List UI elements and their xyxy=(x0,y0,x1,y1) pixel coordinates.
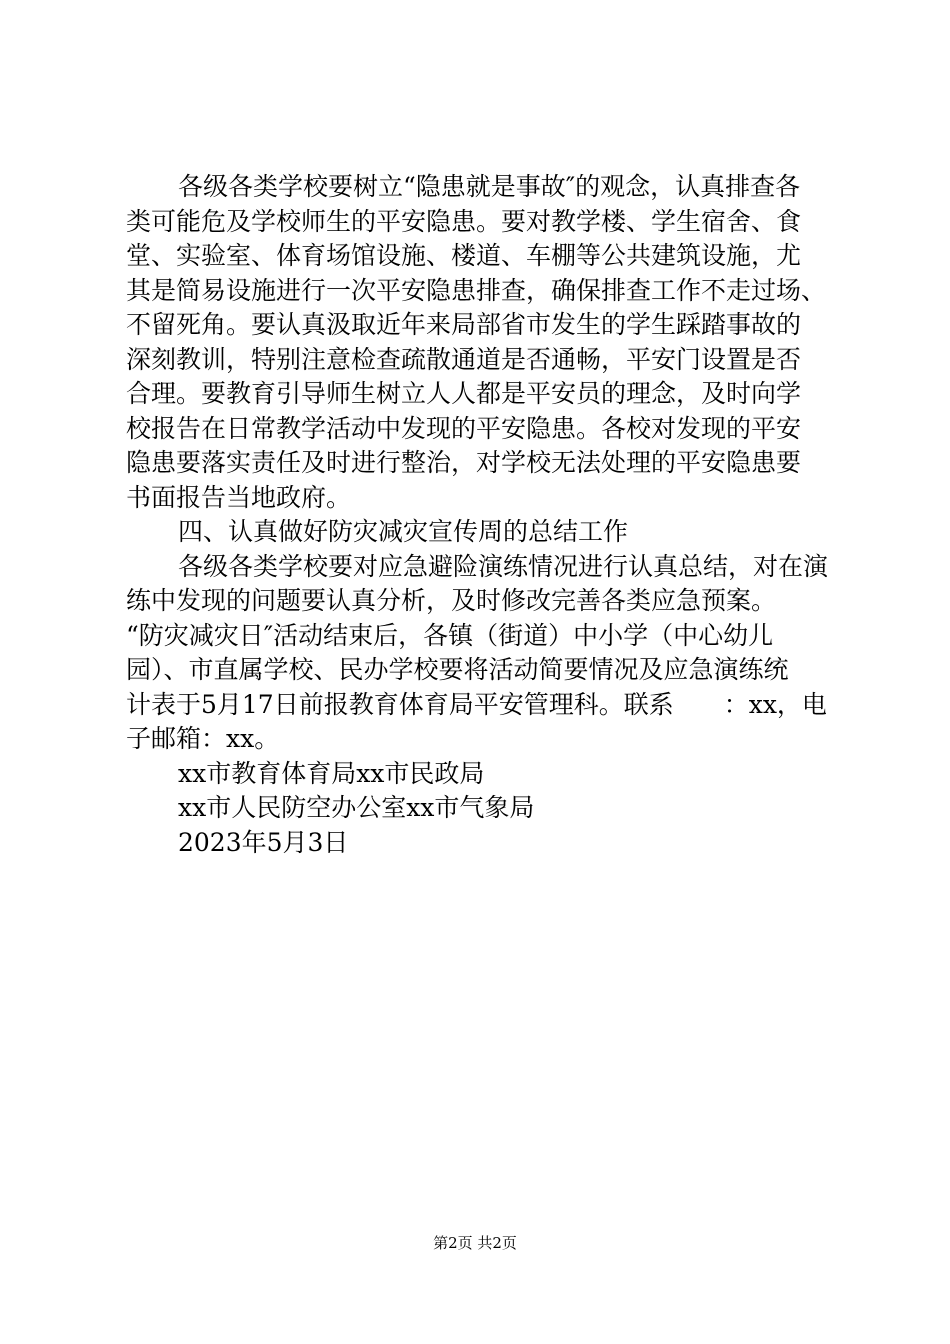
section-heading: 四、认真做好防灾减灾宣传周的总结工作 xyxy=(178,517,629,546)
paragraph-line: 各级各类学校要对应急避险演练情况进行认真总结，对在演 xyxy=(178,551,829,581)
paragraph-line: 其是简易设施进行一次平安隐患排查，确保排查工作不走过场、 xyxy=(126,275,827,305)
paragraph-line: 计表于5月17日前报教育体育局平安管理科。联系 ：xx，电 xyxy=(126,689,827,719)
paragraph-line: “防灾减灾日″活动结束后，各镇（街道）中小学（中心幼儿 xyxy=(126,620,774,650)
signature-line: xx市教育体育局xx市民政局 xyxy=(178,758,485,788)
paragraph-line: 不留死角。要认真汲取近年来局部省市发生的学生踩踏事故的 xyxy=(126,310,802,339)
paragraph-line: 合理。要教育引导师生树立人人都是平安员的理念，及时向学 xyxy=(126,379,802,408)
paragraph-line: 隐患要落实责任及时进行整治，对学校无法处理的平安隐患要 xyxy=(126,448,802,477)
paragraph-line: 校报告在日常教学活动中发现的平安隐患。各校对发现的平安 xyxy=(126,413,802,443)
paragraph-line: 练中发现的问题要认真分析，及时修改完善各类应急预案。 xyxy=(126,586,777,615)
document-body xyxy=(126,170,846,860)
signature-line: xx市人民防空办公室xx市气象局 xyxy=(178,793,535,822)
paragraph-line: 子邮箱：xx。 xyxy=(126,724,280,753)
paragraph-line: 书面报告当地政府。 xyxy=(126,482,352,512)
date-line: 2023年5月3日 xyxy=(178,827,349,857)
paragraph-line: 各级各类学校要树立“隐患就是事故″的观念，认真排查各 xyxy=(178,172,801,201)
paragraph-line: 堂、实验室、体育场馆设施、楼道、车棚等公共建筑设施，尤 xyxy=(126,241,802,270)
page-number-footer: 第2页 共2页 xyxy=(433,1234,517,1252)
paragraph-line: 园）、市直属学校、民办学校要将活动简要情况及应急演练统 xyxy=(126,655,789,684)
paragraph-line: 深刻教训，特别注意检查疏散通道是否通畅，平安门设置是否 xyxy=(126,344,802,374)
paragraph-line: 类可能危及学校师生的平安隐患。要对教学楼、学生宿舍、食 xyxy=(126,206,802,236)
